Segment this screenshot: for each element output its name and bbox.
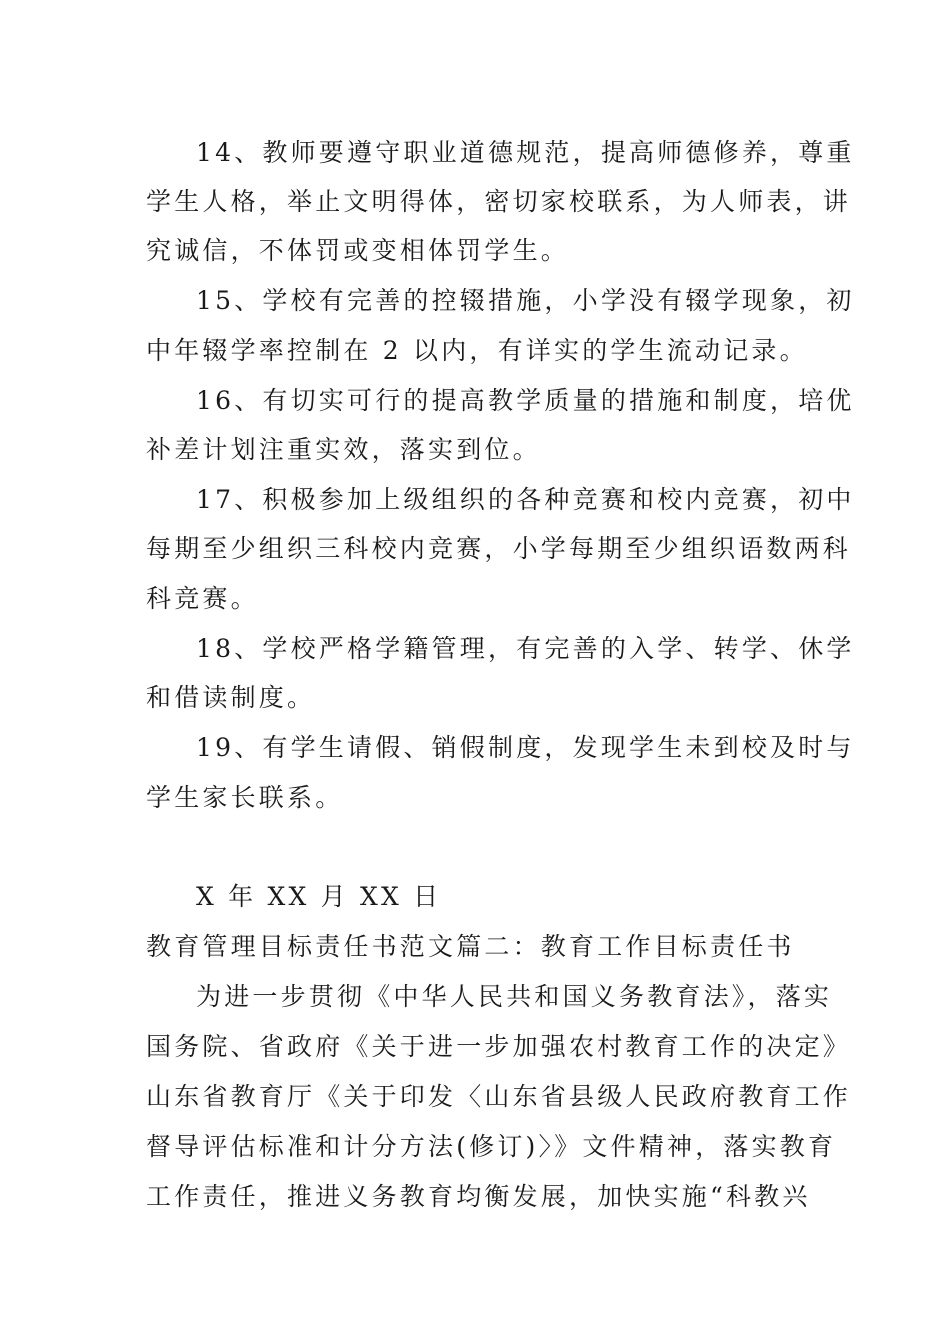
date-line: X 年 XX 月 XX 日 — [196, 882, 442, 911]
paragraph-14-line-3: 究诚信，不体罚或变相体罚学生。 — [146, 236, 570, 265]
paragraph-14-line-2: 学生人格，举止文明得体，密切家校联系，为人师表，讲 — [146, 187, 852, 216]
paragraph-15-line-1: 15、学校有完善的控辍措施，小学没有辍学现象，初 — [196, 286, 855, 315]
paragraph-17-line-1: 17、积极参加上级组织的各种竞赛和校内竞赛，初中 — [196, 485, 855, 514]
intro-paragraph-line-2: 国务院、省政府《关于进一步加强农村教育工作的决定》 — [146, 1032, 852, 1061]
paragraph-17-line-3: 科竞赛。 — [146, 584, 259, 613]
paragraph-17-line-2: 每期至少组织三科校内竞赛，小学每期至少组织语数两科 — [146, 534, 852, 563]
section-heading: 教育管理目标责任书范文篇二：教育工作目标责任书 — [146, 932, 795, 961]
paragraph-14-line-1: 14、教师要遵守职业道德规范，提高师德修养，尊重 — [196, 138, 855, 167]
intro-paragraph-line-5: 工作责任，推进义务教育均衡发展，加快实施“科教兴 — [146, 1182, 811, 1211]
paragraph-16-line-1: 16、有切实可行的提高教学质量的措施和制度，培优 — [196, 386, 855, 415]
intro-paragraph-line-1: 为进一步贯彻《中华人民共和国义务教育法》，落实 — [196, 982, 833, 1011]
paragraph-19-line-1: 19、有学生请假、销假制度，发现学生未到校及时与 — [196, 733, 855, 762]
paragraph-16-line-2: 补差计划注重实效，落实到位。 — [146, 435, 541, 464]
paragraph-18-line-1: 18、学校严格学籍管理，有完善的入学、转学、休学 — [196, 634, 855, 663]
intro-paragraph-line-4: 督导评估标准和计分方法(修订)〉》文件精神，落实教育 — [146, 1132, 837, 1161]
paragraph-18-line-2: 和借读制度。 — [146, 683, 316, 712]
paragraph-19-line-2: 学生家长联系。 — [146, 783, 344, 812]
intro-paragraph-line-3: 山东省教育厅《关于印发〈山东省县级人民政府教育工作 — [146, 1082, 852, 1111]
paragraph-15-line-2: 中年辍学率控制在 2 以内，有详实的学生流动记录。 — [146, 336, 808, 365]
